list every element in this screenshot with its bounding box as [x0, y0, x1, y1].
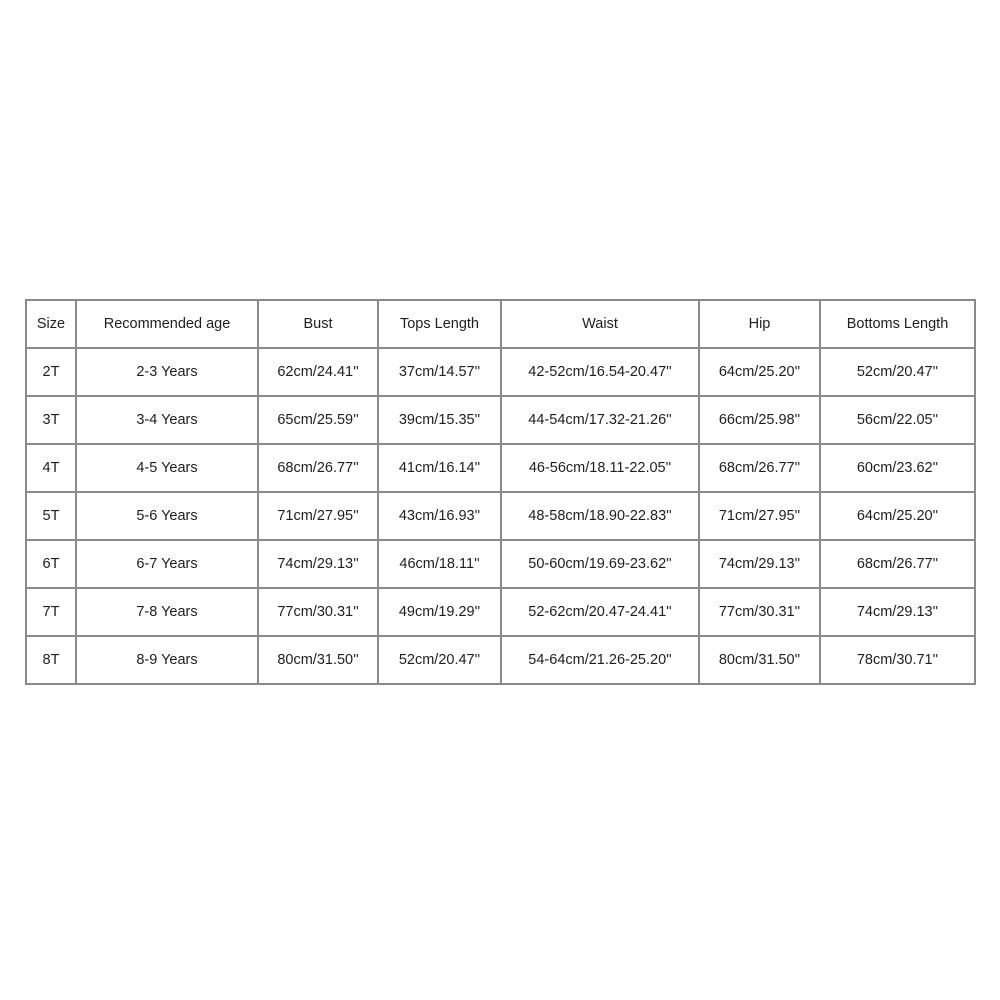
- cell-size: 3T: [27, 397, 77, 445]
- cell-size: 5T: [27, 493, 77, 541]
- cell-size: 4T: [27, 445, 77, 493]
- table-row: [27, 445, 976, 493]
- cell-bottoms-length: 68cm/26.77'': [821, 541, 976, 589]
- cell-waist: 54-64cm/21.26-25.20'': [502, 637, 700, 685]
- header-hip: Hip: [700, 301, 821, 349]
- cell-bust: 80cm/31.50'': [259, 637, 379, 685]
- cell-hip: 64cm/25.20'': [700, 349, 821, 397]
- cell-hip: 80cm/31.50'': [700, 637, 821, 685]
- cell-bottoms-length: 52cm/20.47'': [821, 349, 976, 397]
- cell-recommended-age: 8-9 Years: [77, 637, 259, 685]
- cell-bottoms-length: 64cm/25.20'': [821, 493, 976, 541]
- header-size: Size: [27, 301, 77, 349]
- cell-hip: 77cm/30.31'': [700, 589, 821, 637]
- cell-hip: 68cm/26.77'': [700, 445, 821, 493]
- cell-hip: 74cm/29.13'': [700, 541, 821, 589]
- cell-waist: 44-54cm/17.32-21.26'': [502, 397, 700, 445]
- cell-recommended-age: 5-6 Years: [77, 493, 259, 541]
- cell-size: 2T: [27, 349, 77, 397]
- cell-waist: 42-52cm/16.54-20.47'': [502, 349, 700, 397]
- cell-recommended-age: 7-8 Years: [77, 589, 259, 637]
- cell-tops-length: 37cm/14.57'': [379, 349, 502, 397]
- table-row: [27, 637, 976, 685]
- header-waist: Waist: [502, 301, 700, 349]
- cell-waist: 48-58cm/18.90-22.83'': [502, 493, 700, 541]
- cell-bust: 65cm/25.59'': [259, 397, 379, 445]
- cell-bust: 74cm/29.13'': [259, 541, 379, 589]
- cell-recommended-age: 6-7 Years: [77, 541, 259, 589]
- table-row: [27, 397, 976, 445]
- cell-size: 6T: [27, 541, 77, 589]
- table-row: [27, 349, 976, 397]
- cell-tops-length: 46cm/18.11'': [379, 541, 502, 589]
- cell-bust: 71cm/27.95'': [259, 493, 379, 541]
- cell-hip: 66cm/25.98'': [700, 397, 821, 445]
- cell-recommended-age: 2-3 Years: [77, 349, 259, 397]
- cell-hip: 71cm/27.95'': [700, 493, 821, 541]
- table-row: [27, 541, 976, 589]
- cell-tops-length: 39cm/15.35'': [379, 397, 502, 445]
- cell-waist: 50-60cm/19.69-23.62'': [502, 541, 700, 589]
- table-row: [27, 493, 976, 541]
- size-chart-table: [25, 299, 976, 685]
- cell-bust: 62cm/24.41'': [259, 349, 379, 397]
- cell-bottoms-length: 56cm/22.05'': [821, 397, 976, 445]
- cell-tops-length: 52cm/20.47'': [379, 637, 502, 685]
- cell-size: 8T: [27, 637, 77, 685]
- cell-recommended-age: 3-4 Years: [77, 397, 259, 445]
- cell-waist: 52-62cm/20.47-24.41'': [502, 589, 700, 637]
- cell-waist: 46-56cm/18.11-22.05'': [502, 445, 700, 493]
- cell-bust: 77cm/30.31'': [259, 589, 379, 637]
- cell-tops-length: 49cm/19.29'': [379, 589, 502, 637]
- cell-bust: 68cm/26.77'': [259, 445, 379, 493]
- cell-size: 7T: [27, 589, 77, 637]
- header-bottoms-length: Bottoms Length: [821, 301, 976, 349]
- header-tops-length: Tops Length: [379, 301, 502, 349]
- header-recommended-age: Recommended age: [77, 301, 259, 349]
- cell-tops-length: 41cm/16.14'': [379, 445, 502, 493]
- cell-bottoms-length: 60cm/23.62'': [821, 445, 976, 493]
- header-row: [27, 301, 976, 349]
- cell-bottoms-length: 78cm/30.71'': [821, 637, 976, 685]
- header-bust: Bust: [259, 301, 379, 349]
- cell-tops-length: 43cm/16.93'': [379, 493, 502, 541]
- cell-bottoms-length: 74cm/29.13'': [821, 589, 976, 637]
- cell-recommended-age: 4-5 Years: [77, 445, 259, 493]
- table-row: [27, 589, 976, 637]
